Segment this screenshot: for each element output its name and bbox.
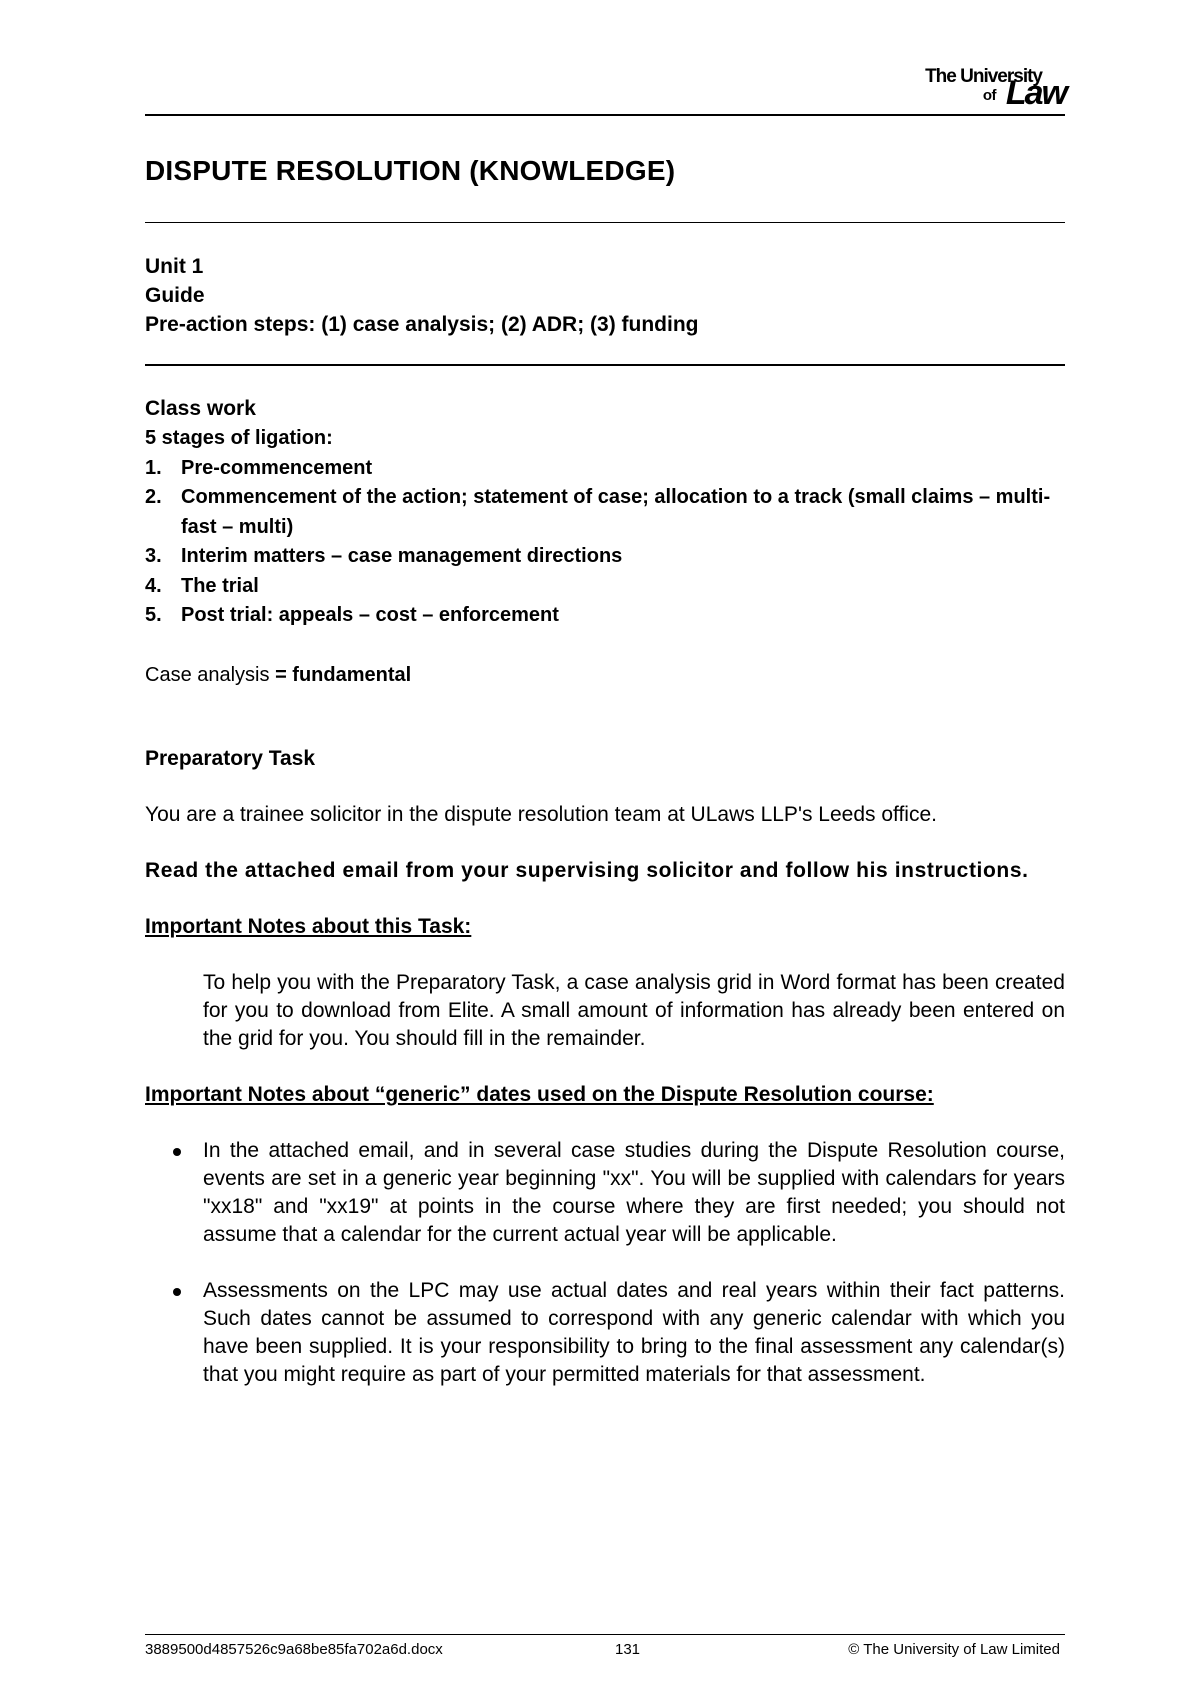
logo-of: of <box>982 87 996 104</box>
bullet-icon <box>173 1148 181 1156</box>
header-rule <box>145 114 1065 116</box>
page-footer <box>145 1634 1065 1661</box>
classwork-heading: Class work <box>145 397 256 420</box>
footer-filename: 3889500d4857526c9a68be85fa702a6d.docx <box>145 1641 443 1658</box>
stages-list <box>145 454 1065 631</box>
preparatory-task-section <box>145 745 1065 1389</box>
list-number: 3. <box>145 545 162 567</box>
list-number: 4. <box>145 574 162 597</box>
university-of-law-logo <box>861 66 1066 112</box>
prep-intro: You are a trainee solicitor in the dispute resolution team at ULaws LLP's Leeds office. <box>145 803 937 826</box>
list-text: Pre-commencement <box>181 456 373 479</box>
footer-copyright: © The University of Law Limited <box>848 1641 1060 1658</box>
notes-dates-list <box>145 1137 1065 1389</box>
classwork-section <box>145 394 1065 690</box>
list-item <box>145 572 1065 602</box>
list-text: The trial <box>181 574 259 597</box>
list-text: Commencement of the action; statement of case; allocation to a track (small claims – multi-fast – multi) <box>181 486 1051 538</box>
list-number: 2. <box>145 486 162 508</box>
logo-law: Law <box>1005 74 1066 112</box>
case-analysis-line <box>145 661 1065 691</box>
notes-task-heading: Important Notes about this Task: <box>145 915 472 938</box>
notes-task-body: To help you with the Preparatory Task, a case analysis grid in Word format has been created for you to download from Elite. A small amount of information has already been entered on the grid for you. You should fill in the remainder. <box>203 971 1065 1050</box>
unit-block <box>145 252 699 339</box>
unit-line-1: Unit 1 <box>145 255 204 278</box>
list-number: 1. <box>145 456 162 479</box>
list-number: 5. <box>145 604 162 626</box>
list-item <box>145 1277 1065 1389</box>
preparatory-task-heading: Preparatory Task <box>145 747 316 770</box>
case-analysis-value: = fundamental <box>269 663 412 686</box>
notes-dates-heading: Important Notes about “generic” dates used on the Dispute Resolution course: <box>145 1083 934 1106</box>
unit-rule <box>145 364 1065 366</box>
prep-instruction: Read the attached email from your supervising solicitor and follow his instructions. <box>145 859 1029 882</box>
unit-line-3: Pre-action steps: (1) case analysis; (2) ADR; (3) funding <box>145 313 699 336</box>
list-item <box>145 542 1065 572</box>
footer-page-number: 131 <box>615 1641 641 1658</box>
list-item <box>145 454 1065 484</box>
bullet-text: In the attached email, and in several case studies during the Dispute Resolution course, events are set in a generic year beginning "xx". You will be supplied with calendars for years "xx18" and "xx19" at points in the course where they are first needed; you should not assume that a calendar for the current actual year will be applicable. <box>203 1139 1065 1246</box>
bullet-icon <box>173 1288 181 1296</box>
case-analysis-label: Case analysis <box>145 663 270 686</box>
unit-line-2: Guide <box>145 284 205 307</box>
list-text: Interim matters – case management directions <box>181 545 623 567</box>
list-item <box>145 601 1065 631</box>
list-text: Post trial: appeals – cost – enforcement <box>181 604 559 626</box>
title-rule <box>145 222 1065 223</box>
bullet-text: Assessments on the LPC may use actual dates and real years within their fact patterns. Such dates cannot be assumed to correspond with any generic calendar with which you have been supplied. It is your responsibility to bring to the final assessment any calendar(s) that you might require as part of your permitted materials for that assessment. <box>203 1279 1065 1386</box>
stages-intro: 5 stages of ligation: <box>145 427 333 449</box>
list-item <box>145 483 1065 542</box>
footer-rule <box>145 1634 1065 1635</box>
document-title: DISPUTE RESOLUTION (KNOWLEDGE) <box>145 155 676 186</box>
list-item <box>145 1137 1065 1249</box>
logo-line-1: The University <box>925 66 1042 87</box>
